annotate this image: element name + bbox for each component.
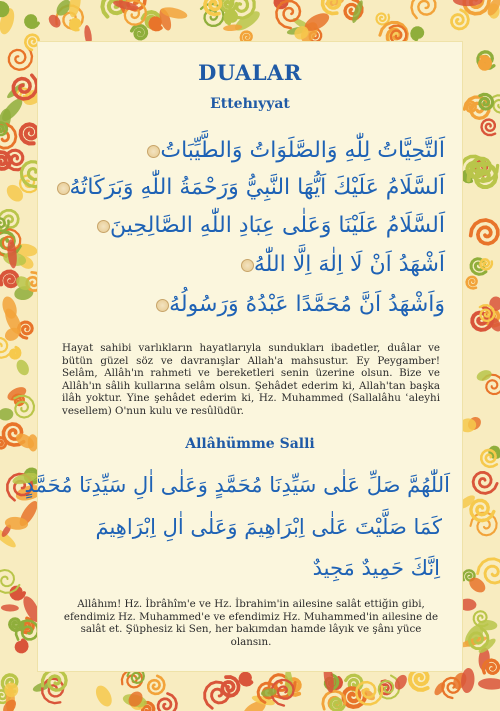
page-title: DUALAR <box>198 60 302 85</box>
arabic-line: وَاَشْهَدُ اَنَّ مُحَمَّدًا عَبْدُهُ وَرَسُولُهُ <box>45 292 445 317</box>
ayah-rosette-icon <box>156 299 169 312</box>
ettehiyyat-translation: Hayat sahibi varlıkların hayatlarıyla sundukları ibadetler, duâlar ve bütün güzel söz ve davranışlar Allah'a mahsustur. Ey Peygamber! Selâm, Allâh'ın rahmeti ve bereketleri senin üzerine olsun. Bize ve Allâh'ın sâlih kullarına selâm olsun. Şehâdet ederim ki, Allah'tan başka ilâh yoktur. Yine şehâdet ederim ki, Hz. Muhammed (Sallalâhu ʿaleyhi vesellem) O'nun kulu ve resûlüdür. <box>62 342 440 417</box>
arabic-line: اَلسَّلَامُ عَلَيْكَ اَيُّهَا النَّبِيُّ وَرَحْمَةُ اللّٰهِ وَبَرَكَاتُهُ <box>45 175 445 200</box>
arabic-line: اِنَّكَ حَمِيدٌ مَجِيدٌ <box>312 556 440 580</box>
section-heading-ettehiyyat: Ettehıyyat <box>210 96 290 112</box>
ayah-rosette-icon <box>241 259 254 272</box>
swirl-ornament <box>241 674 252 685</box>
swirl-ornament <box>26 16 38 27</box>
ayah-rosette-icon <box>57 182 70 195</box>
arabic-line: كَمَا صَلَّيْتَ عَلٰى اِبْرَاهِيمَ وَعَلٰى اٰلِ اِبْرَاهِيمَ <box>95 515 442 539</box>
swirl-ornament <box>412 28 422 39</box>
swirl-ornament <box>17 641 27 652</box>
arabic-line: اَشْهَدُ اَنْ لَا اِلٰهَ اِلَّا اللّٰهُ <box>45 252 445 277</box>
arabic-line: اَللّٰهُمَّ صَلِّ عَلٰى سَيِّدِنَا مُحَمَّدٍ وَعَلٰى اٰلِ سَيِّدِنَا مُحَمَّدٍ <box>24 473 450 497</box>
swirl-ornament <box>225 12 236 24</box>
swirl-ornament <box>150 18 161 29</box>
swirl-ornament <box>0 3 8 15</box>
ayah-rosette-icon <box>97 220 110 233</box>
allahumme-salli-translation: Allâhım! Hz. İbrâhîm'e ve Hz. İbrahim'in ailesine salât ettiğin gibi, efendimiz Hz. Muhammed'e ve efendimiz Hz. Muhammed'in ailesine de salât et. Şüphesiz ki Sen, her bakımdan hamde lâyık ve şânı yüce olansın. <box>63 598 439 648</box>
section-heading-allahumme-salli: Allâhümme Salli <box>185 436 315 452</box>
arabic-line: اَلسَّلَامُ عَلَيْنَا وَعَلٰى عِبَادِ اللّٰهِ الصَّالِحِينَ <box>45 213 445 238</box>
ayah-rosette-icon <box>147 145 160 158</box>
arabic-line: اَلتَّحِيَّاتُ لِلّٰهِ وَالصَّلَوَاتُ وَالطَّيِّبَاتُ <box>45 138 445 163</box>
swirl-ornament <box>71 19 80 30</box>
